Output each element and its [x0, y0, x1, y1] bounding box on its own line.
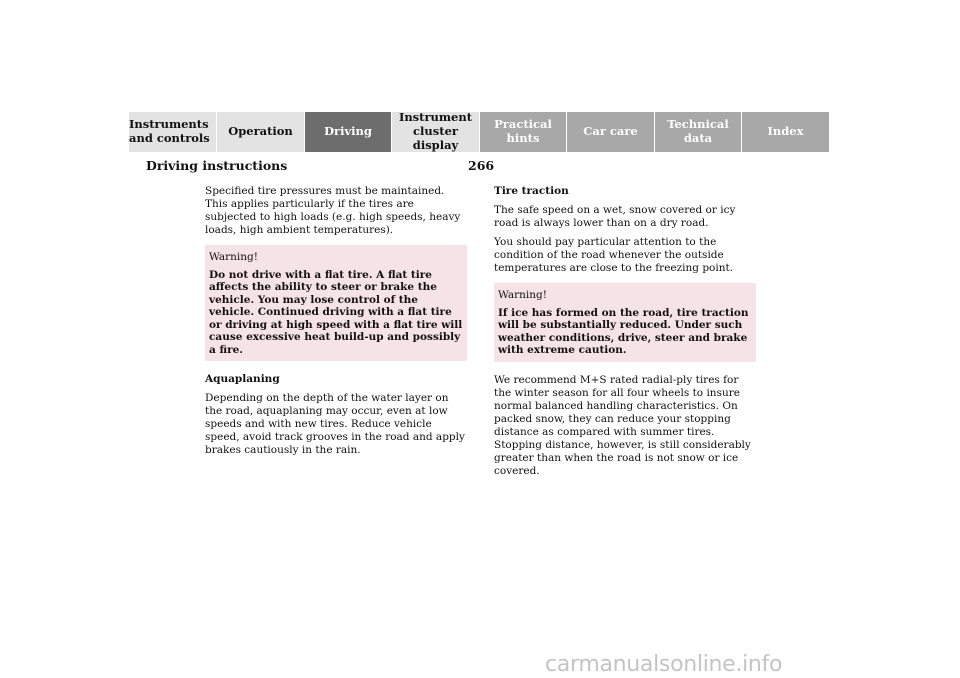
- aquaplaning-heading: Aquaplaning: [205, 373, 280, 385]
- warning-title: Warning!: [498, 289, 547, 301]
- left-column: [205, 185, 467, 463]
- section-title: Driving instructions: [146, 158, 288, 173]
- tab-operation[interactable]: Operation: [217, 112, 305, 152]
- page-number: 266: [468, 158, 495, 173]
- tab-instrument-cluster-display[interactable]: Instrument cluster display: [392, 112, 480, 152]
- tab-index[interactable]: Index: [742, 112, 829, 152]
- warning-body: Do not drive with a flat tire. A flat tire affects the ability to steer or brake the vehicle. You may lose control of the vehicle. Continued driving with a flat tire or driving at high speed with a flat tire will cause excessive heat build-up and possibly a fire.: [209, 268, 463, 356]
- intro-paragraph: Specified tire pressures must be maintained. This applies particularly if the tires are subjected to high loads (e.g. high speeds, heavy loads, high ambient temperatures).: [205, 185, 461, 236]
- winter-tires-paragraph: We recommend M+S rated radial-ply tires for the winter season for all four wheels to insure normal balanced handling characteristics. On packed snow, they can reduce your stopping distance as compared with summer tires. Stopping distance, however, is still considerably greater than when the road is not snow or ice covered.: [494, 373, 751, 477]
- tab-technical-data[interactable]: Technical data: [655, 112, 742, 152]
- right-column: [494, 185, 756, 484]
- tab-car-care[interactable]: Car care: [567, 112, 655, 152]
- tab-instruments-and-controls[interactable]: Instruments and controls: [129, 112, 217, 152]
- traction-paragraph-1: The safe speed on a wet, snow covered or icy road is always lower than on a dry road.: [494, 204, 736, 229]
- tab-driving[interactable]: Driving: [305, 112, 392, 152]
- watermark: carmanualsonline.info: [545, 652, 783, 677]
- tire-traction-heading: Tire traction: [494, 185, 569, 197]
- warning-box-flat-tire: [205, 245, 467, 361]
- tab-practical-hints[interactable]: Practical hints: [480, 112, 567, 152]
- chapter-nav: [129, 112, 829, 152]
- warning-box-ice: [494, 283, 756, 362]
- aquaplaning-paragraph: Depending on the depth of the water layer on the road, aquaplaning may occur, even at low speeds and with new tires. Reduce vehicle speed, avoid track grooves in the road and apply brakes cautiously in the rain.: [205, 392, 465, 456]
- warning-title: Warning!: [209, 251, 258, 263]
- warning-body: If ice has formed on the road, tire traction will be substantially reduced. Under such weather conditions, drive, steer and brake with extreme caution.: [498, 306, 749, 356]
- traction-paragraph-2: You should pay particular attention to the condition of the road whenever the outside temperatures are close to the freezing point.: [494, 236, 734, 274]
